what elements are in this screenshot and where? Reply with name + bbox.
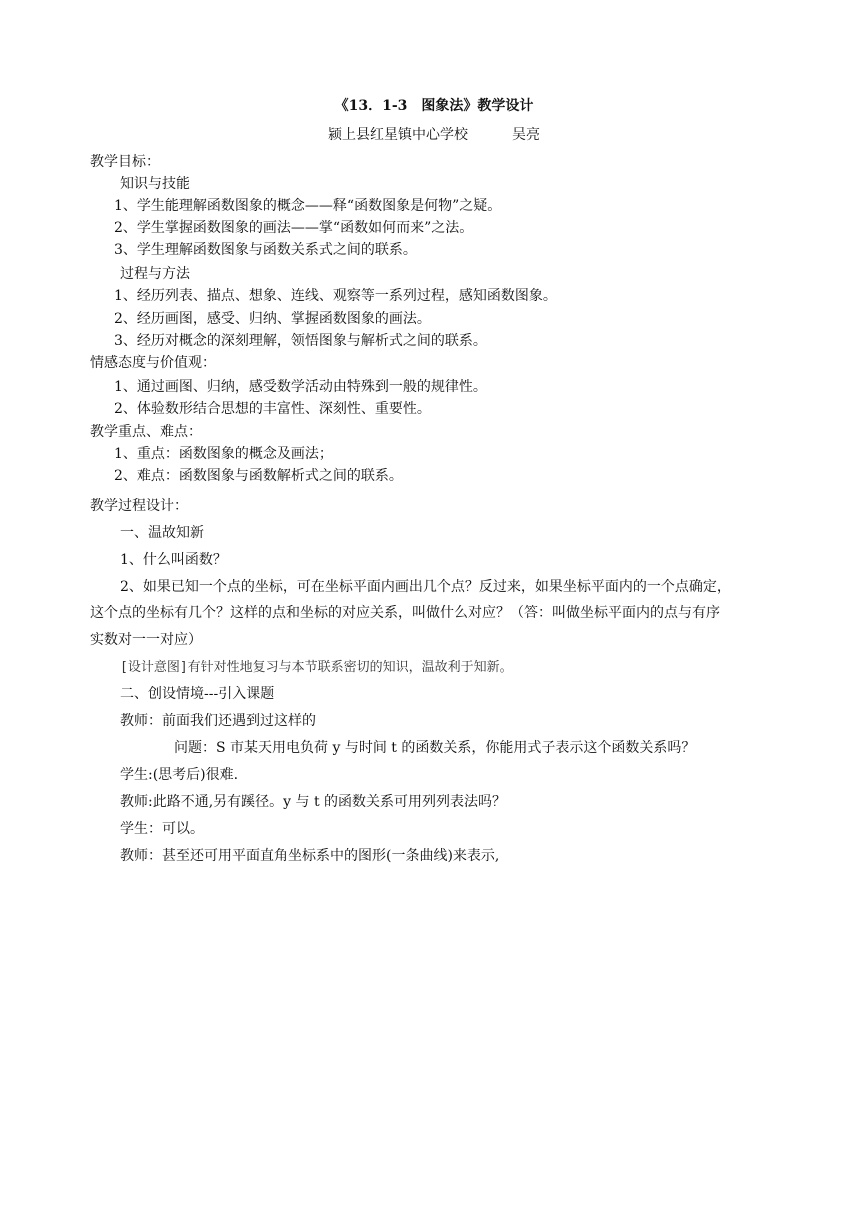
objectives-heading: 教学目标： [90,154,160,170]
process-heading: 过程与方法 [120,266,190,282]
part1-question-2-line: 实数对一一对应） [90,632,202,648]
author-school: 颍上县红星镇中心学校 [328,127,468,143]
part1-heading: 一、温故知新 [120,525,204,541]
attitude-heading: 情感态度与价值观： [90,355,216,371]
design-intent-note: [设计意图]有针对性地复习与本节联系密切的知识，温故利于知新。 [120,660,513,675]
part1-question-2-line: 2、如果已知一个点的坐标，可在坐标平面内画出几个点？反过来，如果坐标平面内的一个点确定， [120,579,731,595]
dialogue-line: 教师:此路不通,另有蹊径。y 与 t 的函数关系可用列列表法吗？ [120,794,507,810]
dialogue-line: 学生：可以。 [120,821,204,837]
keypoints-item: 1、重点：函数图象的概念及画法； [114,446,333,462]
attitude-item: 2、体验数形结合思想的丰富性、深刻性、重要性。 [114,401,431,417]
knowledge-heading: 知识与技能 [120,176,190,192]
dialogue-line: 学生:(思考后)很难. [120,767,239,783]
knowledge-item: 2、学生掌握函数图象的画法——掌“函数如何而来”之法。 [114,220,474,236]
knowledge-item: 3、学生理解函数图象与函数关系式之间的联系。 [114,242,417,258]
part1-question-1: 1、什么叫函数？ [120,552,227,568]
dialogue-line: 教师：甚至还可用平面直角坐标系中的图形(一条曲线)来表示, [120,848,500,864]
author-line [0,125,860,145]
part1-question-2-line: 这个点的坐标有几个？这样的点和坐标的对应关系，叫做什么对应？（答：叫做坐标平面内的点与有序 [90,605,720,621]
process-item: 3、经历对概念的深刻理解，领悟图象与解析式之间的联系。 [114,333,487,349]
process-design-heading: 教学过程设计： [90,498,188,514]
knowledge-item: 1、学生能理解函数图象的概念——释“函数图象是何物”之疑。 [114,198,502,214]
keypoints-item: 2、难点：函数图象与函数解析式之间的联系。 [114,468,403,484]
process-item: 2、经历画图，感受、归纳、掌握函数图象的画法。 [114,311,431,327]
author-name: 吴亮 [512,127,540,143]
dialogue-line: 教师：前面我们还遇到过这样的 [120,713,316,729]
dialogue-line: 问题：S 市某天用电负荷 y 与时间 t 的函数关系，你能用式子表示这个函数关系吗？ [174,740,696,756]
attitude-item: 1、通过画图、归纳，感受数学活动由特殊到一般的规律性。 [114,379,487,395]
document-title: 《13．1-3 图象法》教学设计 [334,98,534,114]
part2-heading: 二、创设情境---引入课题 [120,686,275,702]
process-item: 1、经历列表、描点、想象、连线、观察等一系列过程，感知函数图象。 [114,288,557,304]
keypoints-heading: 教学重点、难点： [90,424,202,440]
